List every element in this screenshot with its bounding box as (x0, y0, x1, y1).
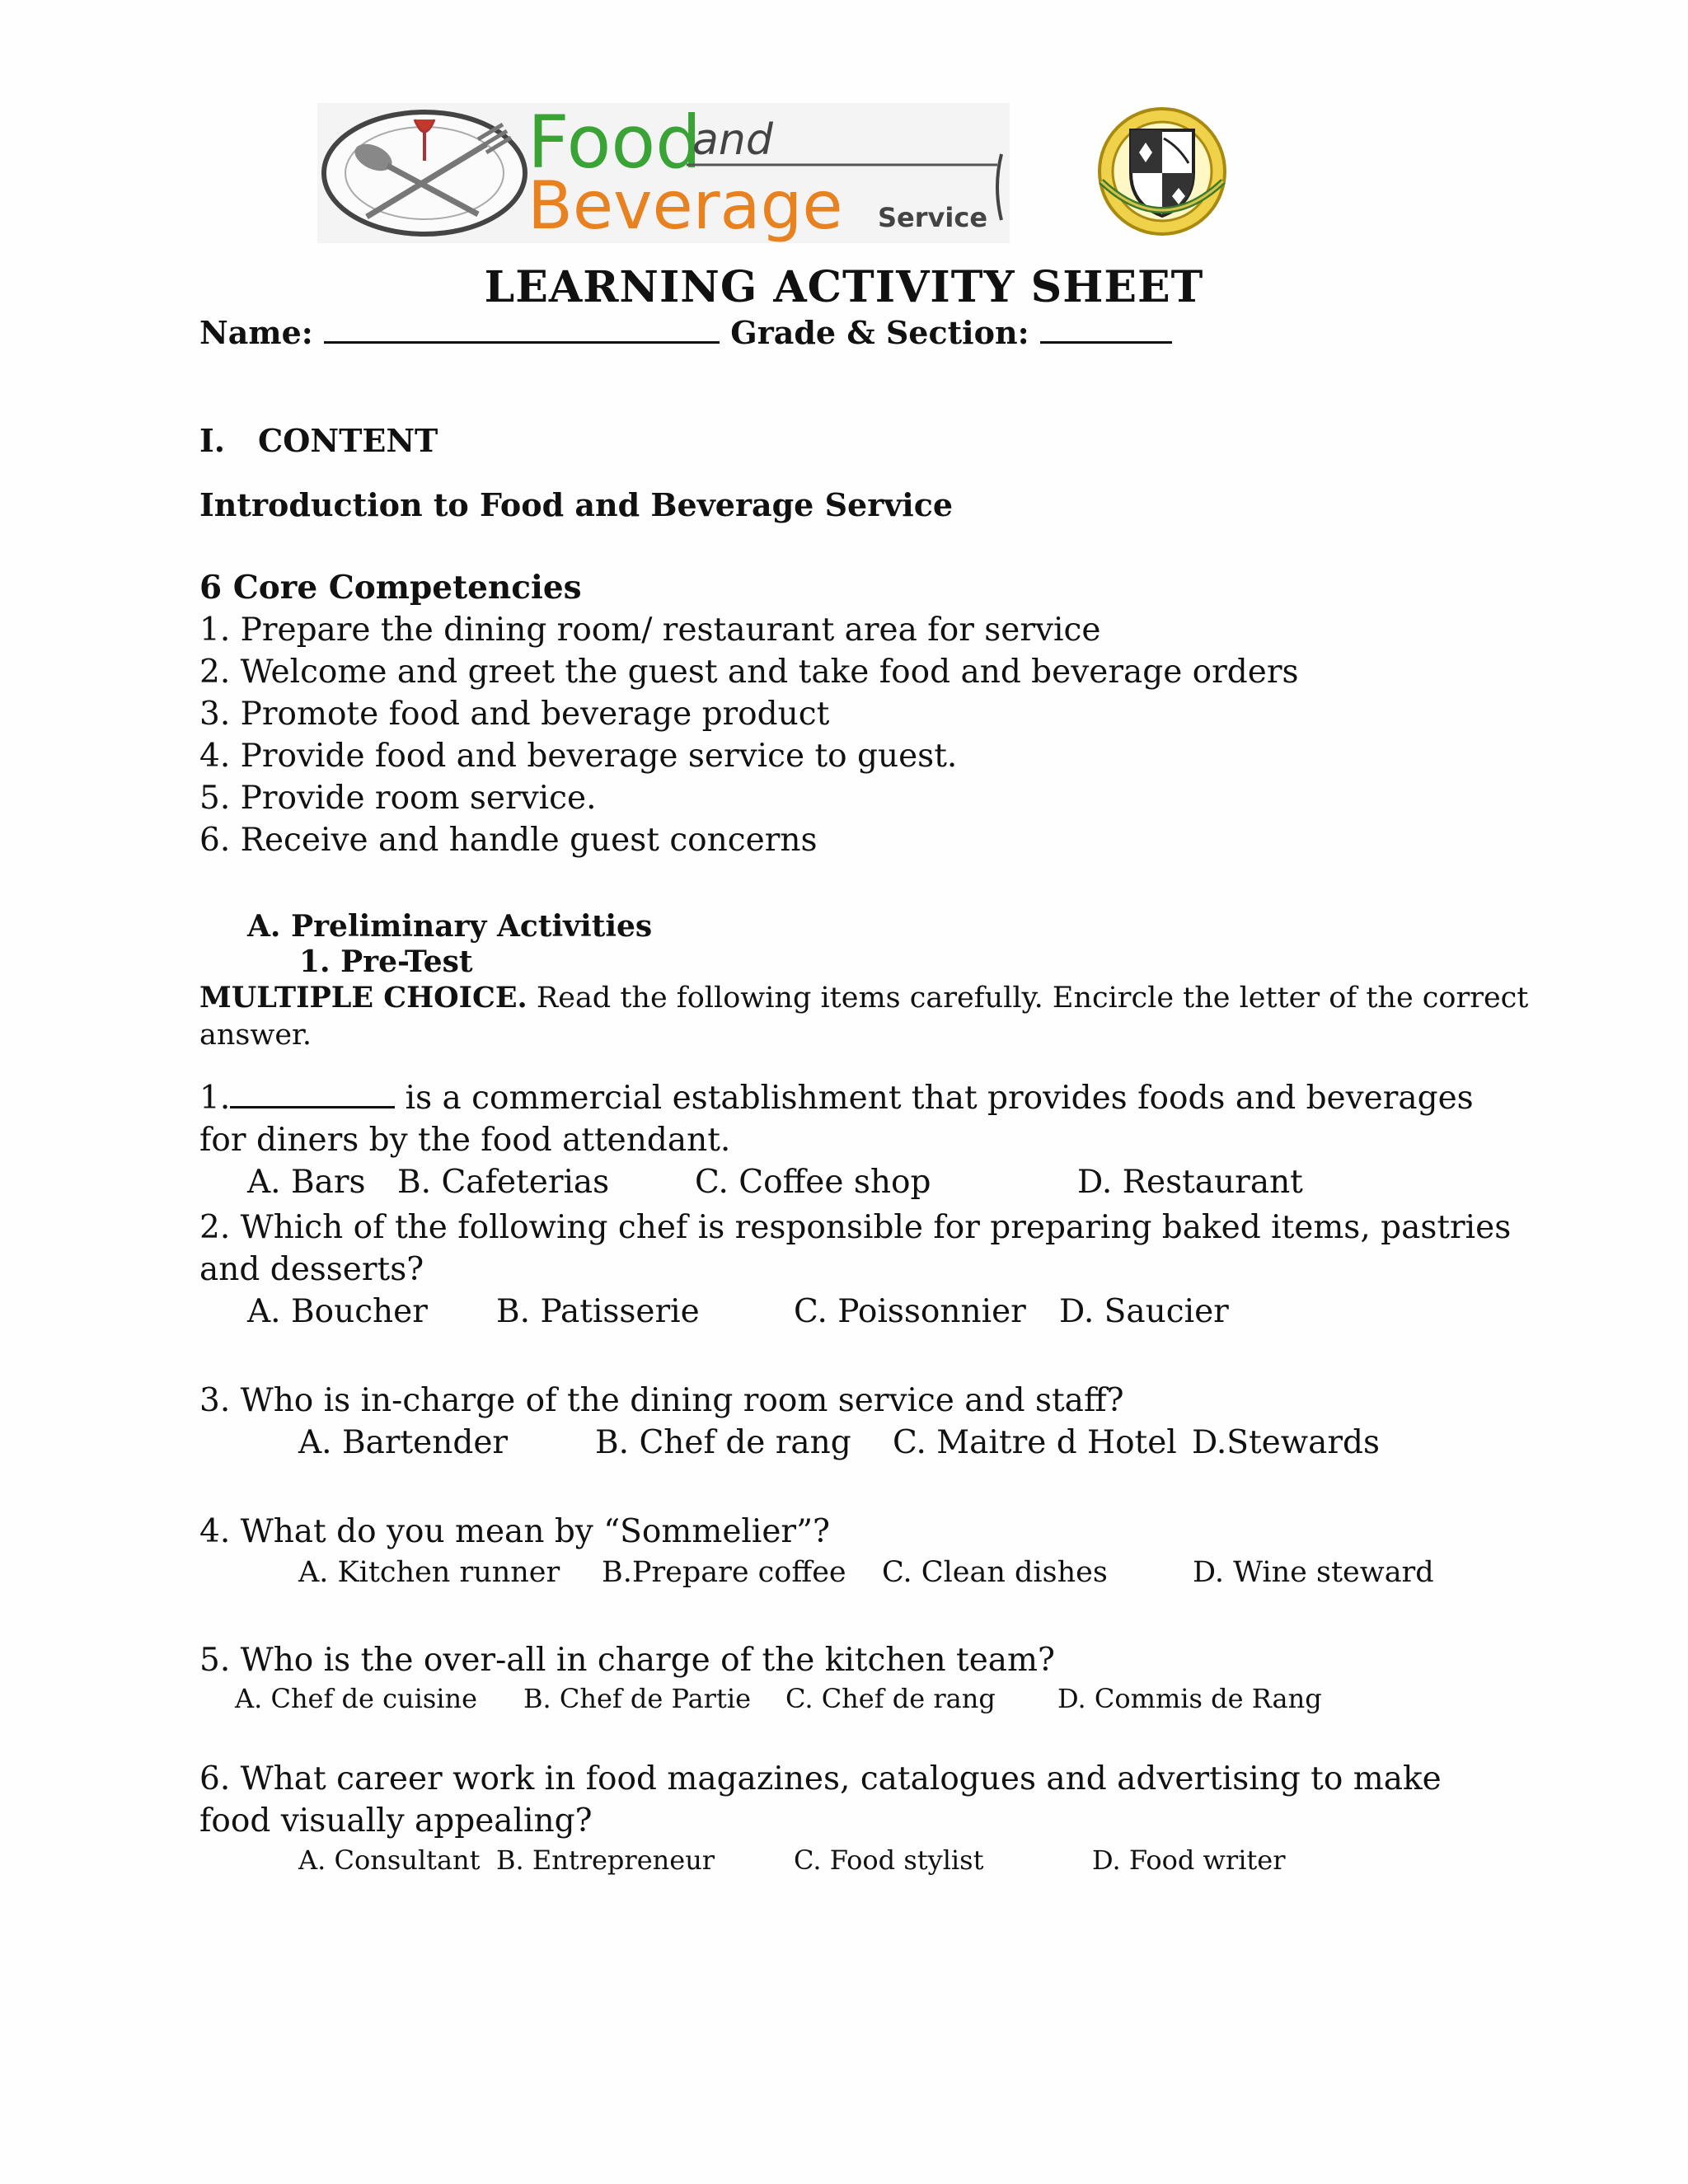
choice-b[interactable]: B. Chef de Partie (523, 1683, 751, 1714)
instruction-label: MULTIPLE CHOICE. (199, 981, 528, 1015)
name-field-row (199, 312, 1172, 351)
logo-beverage-text: Beverage (528, 167, 843, 243)
question-6-line-2: food visually appealing? (199, 1802, 593, 1840)
instruction-text: Read the following items carefully. Encircle the letter of the correct (536, 982, 1529, 1015)
competency-item: 1. Prepare the dining room/ restaurant area for service (199, 612, 1101, 649)
food-beverage-logo (317, 103, 1010, 243)
choice-b[interactable]: B. Entrepreneur (496, 1844, 715, 1876)
choice-c[interactable]: C. Clean dishes (882, 1556, 1108, 1589)
answer-blank[interactable] (230, 1080, 395, 1108)
instruction-text-2: answer. (199, 1019, 312, 1052)
choice-d[interactable]: D. Restaurant (1077, 1164, 1303, 1201)
topic-title: Introduction to Food and Beverage Service (199, 486, 954, 523)
choice-c[interactable]: C. Coffee shop (695, 1164, 931, 1201)
logo-service-text: Service (878, 202, 988, 233)
name-label: Name: (199, 314, 313, 351)
choice-a[interactable]: A. Boucher (247, 1293, 428, 1330)
question-1-line-2: for diners by the food attendant. (199, 1122, 731, 1159)
choice-d[interactable]: D. Wine steward (1193, 1556, 1434, 1589)
choice-c[interactable]: C. Poissonnier (794, 1293, 1026, 1330)
choice-c[interactable]: C. Food stylist (794, 1844, 984, 1876)
competency-item: 5. Provide room service. (199, 780, 597, 817)
competency-item: 2. Welcome and greet the guest and take food and beverage orders (199, 654, 1299, 691)
question-1-text: is a commercial establishment that provides foods and beverages (395, 1080, 1474, 1117)
question-4-line-1: 4. What do you mean by “Sommelier”? (199, 1513, 830, 1550)
competencies-heading: 6 Core Competencies (199, 569, 582, 607)
school-crest (1088, 105, 1236, 237)
choice-a[interactable]: A. Chef de cuisine (235, 1683, 478, 1714)
choice-d[interactable]: D. Commis de Rang (1057, 1683, 1322, 1714)
grade-section-blank[interactable] (1040, 312, 1172, 344)
name-blank[interactable] (324, 312, 720, 344)
competency-item: 3. Promote food and beverage product (199, 696, 830, 733)
competency-item: 6. Receive and handle guest concerns (199, 822, 818, 859)
question-2-line-2: and desserts? (199, 1251, 424, 1288)
choice-a[interactable]: A. Bars (247, 1164, 366, 1201)
choice-b[interactable]: B. Patisserie (496, 1293, 700, 1330)
section-title: CONTENT (258, 422, 438, 459)
section-number: I. (199, 422, 226, 459)
question-5-line-1: 5. Who is the over-all in charge of the kitchen team? (199, 1642, 1055, 1679)
choice-c[interactable]: C. Maitre d Hotel (893, 1424, 1177, 1461)
pretest-heading: 1. Pre-Test (299, 944, 473, 979)
grade-section-label: Grade & Section: (730, 314, 1029, 351)
choice-b[interactable]: B. Cafeterias (397, 1164, 610, 1201)
choice-a[interactable]: A. Consultant (298, 1844, 481, 1876)
choice-c[interactable]: C. Chef de rang (785, 1683, 996, 1714)
question-1-line-1 (199, 1080, 1474, 1117)
choice-a[interactable]: A. Kitchen runner (298, 1556, 560, 1589)
question-2-line-1: 2. Which of the following chef is responsible for preparing baked items, pastries (199, 1209, 1512, 1246)
logo-food-text: Food (528, 103, 702, 185)
question-3-line-1: 3. Who is in-charge of the dining room service and staff? (199, 1382, 1124, 1419)
logo-and-text: and (692, 115, 773, 165)
competency-item: 4. Provide food and beverage service to guest. (199, 738, 958, 775)
choice-a[interactable]: A. Bartender (298, 1424, 509, 1461)
instruction-line (199, 981, 1528, 1015)
question-1-prefix: 1. (199, 1080, 231, 1117)
choice-d[interactable]: D. Food writer (1092, 1844, 1286, 1876)
activities-heading: A. Preliminary Activities (247, 909, 653, 944)
choice-b[interactable]: B. Chef de rang (595, 1424, 851, 1461)
choice-b[interactable]: B.Prepare coffee (602, 1556, 846, 1589)
question-6-line-1: 6. What career work in food magazines, catalogues and advertising to make (199, 1760, 1442, 1797)
page-title: LEARNING ACTIVITY SHEET (484, 262, 1204, 312)
choice-d[interactable]: D.Stewards (1192, 1424, 1381, 1461)
choice-d[interactable]: D. Saucier (1059, 1293, 1229, 1330)
